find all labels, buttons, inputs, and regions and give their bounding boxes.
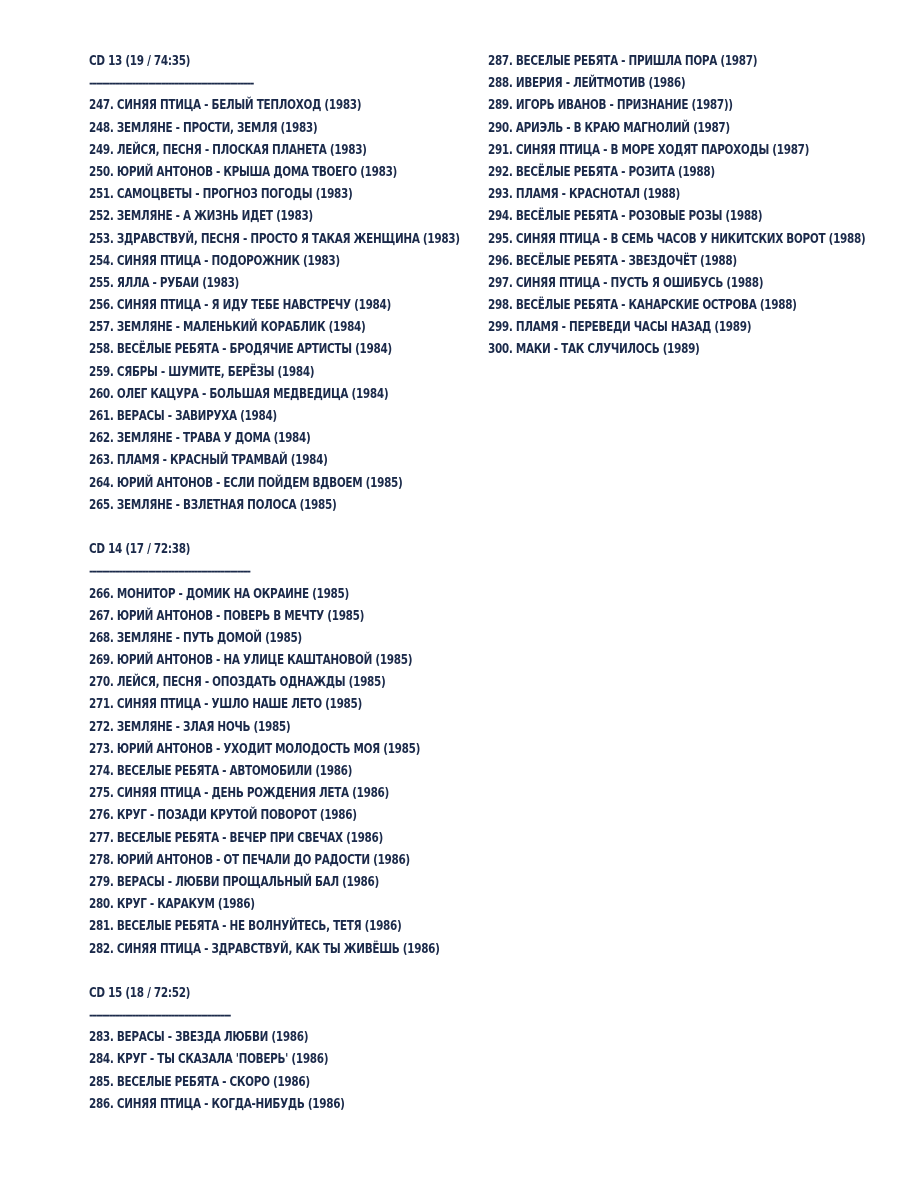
track-item: 270. ЛЕЙСЯ, ПЕСНЯ - ОПОЗДАТЬ ОДНАЖДЫ (1985) bbox=[89, 674, 386, 691]
left-column bbox=[89, 50, 469, 1115]
track-item: 252. ЗЕМЛЯНЕ - А ЖИЗНЬ ИДЕТ (1983) bbox=[89, 208, 313, 225]
cd-header: CD 15 (18 / 72:52) bbox=[89, 984, 191, 1001]
track-item: 255. ЯЛЛА - РУБАИ (1983) bbox=[89, 274, 240, 291]
track-item: 268. ЗЕМЛЯНЕ - ПУТЬ ДОМОЙ (1985) bbox=[89, 629, 302, 646]
track-item: 278. ЮРИЙ АНТОНОВ - ОТ ПЕЧАЛИ ДО РАДОСТИ (1986) bbox=[89, 851, 410, 868]
track-item: 277. ВЕСЕЛЫЕ РЕБЯТА - ВЕЧЕР ПРИ СВЕЧАХ (1986) bbox=[89, 829, 383, 846]
spacer bbox=[89, 516, 469, 538]
track-item: 296. ВЕСЁЛЫЕ РЕБЯТА - ЗВЕЗДОЧЁТ (1988) bbox=[488, 252, 737, 269]
track-item: 291. СИНЯЯ ПТИЦА - В МОРЕ ХОДЯТ ПАРОХОДЫ (1987) bbox=[488, 141, 810, 158]
track-item: 272. ЗЕМЛЯНЕ - ЗЛАЯ НОЧЬ (1985) bbox=[89, 718, 291, 735]
track-item: 256. СИНЯЯ ПТИЦА - Я ИДУ ТЕБЕ НАВСТРЕЧУ (1984) bbox=[89, 297, 391, 314]
track-item: 266. МОНИТОР - ДОМИК НА ОКРАИНЕ (1985) bbox=[89, 585, 349, 602]
track-item: 279. ВЕРАСЫ - ЛЮБВИ ПРОЩАЛЬНЫЙ БАЛ (1986) bbox=[89, 873, 379, 890]
track-item: 250. ЮРИЙ АНТОНОВ - КРЫША ДОМА ТВОЕГО (1983) bbox=[89, 163, 398, 180]
right-column bbox=[488, 50, 888, 361]
track-item: 257. ЗЕМЛЯНЕ - МАЛЕНЬКИЙ КОРАБЛИК (1984) bbox=[89, 319, 366, 336]
track-item: 287. ВЕСЕЛЫЕ РЕБЯТА - ПРИШЛА ПОРА (1987) bbox=[488, 53, 758, 69]
track-item: 297. СИНЯЯ ПТИЦА - ПУСТЬ Я ОШИБУСЬ (1988) bbox=[488, 274, 764, 291]
track-item: 281. ВЕСЕЛЫЕ РЕБЯТА - НЕ ВОЛНУЙТЕСЬ, ТЕТЯ (1986) bbox=[89, 918, 402, 935]
track-item: 247. СИНЯЯ ПТИЦА - БЕЛЫЙ ТЕПЛОХОД (1983) bbox=[89, 97, 362, 114]
track-item: 271. СИНЯЯ ПТИЦА - УШЛО НАШЕ ЛЕТО (1985) bbox=[89, 696, 362, 713]
track-item: 293. ПЛАМЯ - КРАСНОТАЛ (1988) bbox=[488, 186, 680, 203]
track-item: 299. ПЛАМЯ - ПЕРЕВЕДИ ЧАСЫ НАЗАД (1989) bbox=[488, 319, 752, 336]
track-item: 262. ЗЕМЛЯНЕ - ТРАВА У ДОМА (1984) bbox=[89, 430, 311, 447]
divider: ------------------------------------------------- bbox=[89, 564, 250, 579]
track-item: 258. ВЕСЁЛЫЕ РЕБЯТА - БРОДЯЧИЕ АРТИСТЫ (1984) bbox=[89, 341, 392, 358]
track-item: 251. САМОЦВЕТЫ - ПРОГНОЗ ПОГОДЫ (1983) bbox=[89, 186, 353, 203]
track-item: 280. КРУГ - КАРАКУМ (1986) bbox=[89, 896, 255, 913]
track-item: 298. ВЕСЁЛЫЕ РЕБЯТА - КАНАРСКИЕ ОСТРОВА (1988) bbox=[488, 297, 797, 314]
track-item: 269. ЮРИЙ АНТОНОВ - НА УЛИЦЕ КАШТАНОВОЙ (1985) bbox=[89, 652, 413, 669]
track-item: 300. МАКИ - ТАК СЛУЧИЛОСЬ (1989) bbox=[488, 341, 700, 358]
track-item: 264. ЮРИЙ АНТОНОВ - ЕСЛИ ПОЙДЕМ ВДВОЕМ (1985) bbox=[89, 474, 403, 491]
track-item: 276. КРУГ - ПОЗАДИ КРУТОЙ ПОВОРОТ (1986) bbox=[89, 807, 357, 824]
track-item: 253. ЗДРАВСТВУЙ, ПЕСНЯ - ПРОСТО Я ТАКАЯ ЖЕНЩИНА (1983) bbox=[89, 230, 460, 247]
track-item: 286. СИНЯЯ ПТИЦА - КОГДА-НИБУДЬ (1986) bbox=[89, 1095, 345, 1112]
track-item: 254. СИНЯЯ ПТИЦА - ПОДОРОЖНИК (1983) bbox=[89, 252, 340, 269]
track-item: 260. ОЛЕГ КАЦУРА - БОЛЬШАЯ МЕДВЕДИЦА (1984) bbox=[89, 385, 389, 402]
track-item: 263. ПЛАМЯ - КРАСНЫЙ ТРАМВАЙ (1984) bbox=[89, 452, 328, 469]
track-item: 248. ЗЕМЛЯНЕ - ПРОСТИ, ЗЕМЛЯ (1983) bbox=[89, 119, 318, 136]
track-item: 265. ЗЕМЛЯНЕ - ВЗЛЕТНАЯ ПОЛОСА (1985) bbox=[89, 496, 337, 513]
track-item: 261. ВЕРАСЫ - ЗАВИРУХА (1984) bbox=[89, 408, 277, 425]
track-item: 259. СЯБРЫ - ШУМИТЕ, БЕРЁЗЫ (1984) bbox=[89, 363, 315, 380]
track-item: 282. СИНЯЯ ПТИЦА - ЗДРАВСТВУЙ, КАК ТЫ ЖИВЁШЬ (1986) bbox=[89, 940, 440, 957]
track-item: 295. СИНЯЯ ПТИЦА - В СЕМЬ ЧАСОВ У НИКИТСКИХ ВОРОТ (1988) bbox=[488, 230, 866, 247]
track-item: 289. ИГОРЬ ИВАНОВ - ПРИЗНАНИЕ (1987)) bbox=[488, 97, 733, 114]
divider: ------------------------------------------- bbox=[89, 1008, 231, 1023]
track-item: 275. СИНЯЯ ПТИЦА - ДЕНЬ РОЖДЕНИЯ ЛЕТА (1986) bbox=[89, 785, 389, 802]
track-item: 292. ВЕСЁЛЫЕ РЕБЯТА - РОЗИТА (1988) bbox=[488, 163, 715, 180]
cd-header: CD 13 (19 / 74:35) bbox=[89, 53, 191, 69]
spacer bbox=[89, 960, 469, 982]
track-item: 274. ВЕСЕЛЫЕ РЕБЯТА - АВТОМОБИЛИ (1986) bbox=[89, 763, 353, 780]
track-item: 288. ИВЕРИЯ - ЛЕЙТМОТИВ (1986) bbox=[488, 75, 686, 92]
track-item-wrapped bbox=[488, 228, 888, 250]
divider: -------------------------------------------------- bbox=[89, 76, 254, 91]
cd-header: CD 14 (17 / 72:38) bbox=[89, 541, 191, 558]
track-item-wrapped bbox=[89, 228, 469, 250]
track-item: 273. ЮРИЙ АНТОНОВ - УХОДИТ МОЛОДОСТЬ МОЯ (1985) bbox=[89, 740, 421, 757]
track-item: 284. КРУГ - ТЫ СКАЗАЛА 'ПОВЕРЬ' (1986) bbox=[89, 1051, 329, 1068]
track-item: 283. ВЕРАСЫ - ЗВЕЗДА ЛЮБВИ (1986) bbox=[89, 1029, 309, 1046]
track-item: 285. ВЕСЕЛЫЕ РЕБЯТА - СКОРО (1986) bbox=[89, 1073, 310, 1090]
track-item: 294. ВЕСЁЛЫЕ РЕБЯТА - РОЗОВЫЕ РОЗЫ (1988) bbox=[488, 208, 763, 225]
track-item: 249. ЛЕЙСЯ, ПЕСНЯ - ПЛОСКАЯ ПЛАНЕТА (1983) bbox=[89, 141, 367, 158]
track-item: 290. АРИЭЛЬ - В КРАЮ МАГНОЛИЙ (1987) bbox=[488, 119, 730, 136]
track-item: 267. ЮРИЙ АНТОНОВ - ПОВЕРЬ В МЕЧТУ (1985) bbox=[89, 607, 365, 624]
